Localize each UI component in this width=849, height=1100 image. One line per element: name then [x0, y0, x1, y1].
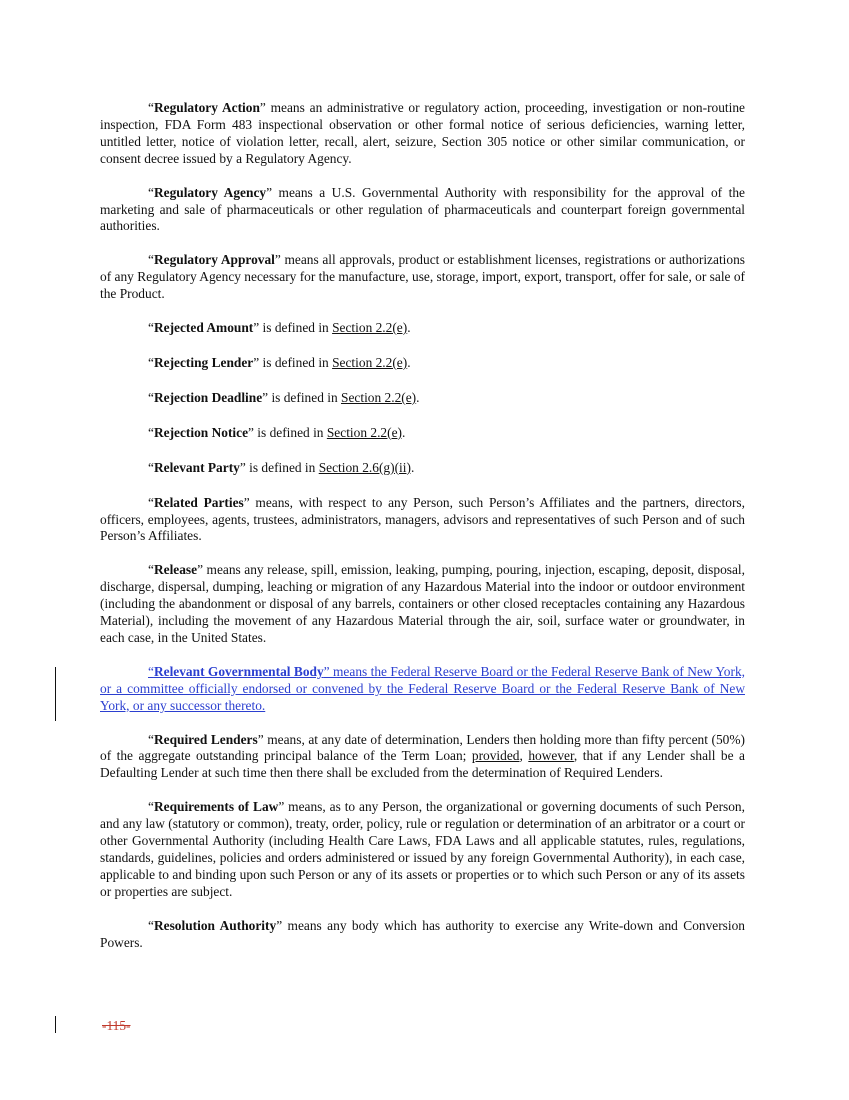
definition-text: ” means, with respect to any Person, such Person’s Affiliates and the partners, directors, officers, employees, agents, trustees, administrators, managers, advisors and representatives of such Person and of such Person’s Affiliates. [100, 494, 745, 544]
definition-regulatory-action: “Regulatory Action” means an administrative or regulatory action, proceeding, investigation or non-routine inspection, FDA Form 483 inspectional observation or other formal notice of serious deficiencies, warning letter, untitled letter, notice of violation letter, recall, alert, seizure, Section 305 notice or other similar communication, or consent decree issued by a Regulatory Agency. [100, 100, 745, 166]
definition-text: ” means any body which has authority to exercise any Write-down and Conversion Powers. [100, 917, 746, 950]
defined-term: Regulatory Agency [153, 184, 267, 200]
definition-text: ” means any release, spill, emission, leaking, pumping, pouring, injection, escaping, deposit, disposal, discharge, dispersal, dumping, leaching or migration of any Hazardous Material into the indoor or outdoor environment (including the abandonment or disposal of any barrels, containers or other closed receptacles containing any Hazardous Material), including the movement of any Hazardous Material through the air, soil, surface water or groundwater, in each case, in the United States. [100, 562, 745, 645]
definition-rejecting-lender: “Rejecting Lender” is defined in Section 2.2(e). [148, 354, 411, 370]
definition-rejection-deadline: “Rejection Deadline” is defined in Section 2.2(e). [148, 389, 420, 405]
proviso-separator: , [519, 748, 529, 764]
definition-resolution-authority: “Resolution Authority” means any body which has authority to exercise any Write-down and Conversion Powers. [100, 917, 746, 950]
section-reference: Section 2.2(e) [326, 424, 402, 440]
definition-end: . [416, 389, 420, 405]
definition-end: . [410, 459, 415, 475]
definition-relevant-party: “Relevant Party” is defined in Section 2.6(g)(ii). [148, 459, 415, 475]
defined-term: Release [153, 562, 198, 578]
definition-related-parties: “Related Parties” means, with respect to any Person, such Person’s Affiliates and the partners, directors, officers, employees, agents, trustees, administrators, managers, advisors and representatives of such Person and of such Person’s Affiliates. [100, 494, 745, 544]
defined-term: Rejecting Lender [153, 354, 254, 370]
definition-text: ” means a U.S. Governmental Authority with responsibility for the approval of the marketing and sale of pharmaceuticals or other regulation of pharmaceuticals and counterpart foreign governmental authorities. [100, 184, 745, 234]
definition-text: ” means the Federal Reserve Board or the Federal Reserve Bank of New York, or a committee officially endorsed or convened by the Federal Reserve Board or the Federal Reserve Bank of New York, or any successor thereto. [100, 663, 745, 713]
defined-term: Regulatory Action [153, 100, 260, 115]
page-number: -115- [102, 1018, 131, 1033]
section-reference: Section 2.2(e) [341, 389, 417, 405]
definition-requirements-of-law: “Requirements of Law” means, as to any Person, the organizational or governing documents of such Person, and any law (statutory or common), treaty, order, policy, rule or regulation or determination of an arbitrator or a court or other Governmental Authority (including Health Care Laws, FDA Laws and all applicable statutes, rules, regulations, standards, guidelines, policies and orders administered or issued by any foreign Governmental Authority), in each case, applicable to and binding upon such Person or any of its assets or properties or to which such Person or any of its assets or properties are subject. [100, 799, 745, 899]
definition-relevant-governmental-body: “Relevant Governmental Body” means the Federal Reserve Board or the Federal Reserve Bank of New York, or a committee officially endorsed or convened by the Federal Reserve Board or the Federal Reserve Bank of New York, or any successor thereto. [100, 663, 745, 713]
defined-term: Relevant Party [153, 459, 240, 475]
definition-text: ” means all approvals, product or establishment licenses, registrations or authorizations of any Regulatory Agency necessary for the manufacture, use, storage, import, export, transport, offer for sale, or sale of the Product. [100, 252, 745, 302]
definition-end: . [407, 320, 411, 336]
definition-text: ” is defined in [248, 424, 327, 440]
definition-regulatory-agency: “Regulatory Agency” means a U.S. Governmental Authority with responsibility for the approval of the marketing and sale of pharmaceuticals or other regulation of pharmaceuticals and counterpart foreign governmental authorities. [100, 184, 745, 234]
proviso-provided: provided [471, 748, 520, 764]
proviso-however: however [528, 748, 574, 764]
definition-required-lenders: “Required Lenders” means, at any date of determination, Lenders then holding more than fifty percent (50%) of the aggregate outstanding principal balance of the Term Loan; provided, however, that if any Lender shall be a Defaulting Lender at such time then there shall be excluded from the determination of Required Lenders. [100, 731, 745, 781]
defined-term: Resolution Authority [153, 917, 277, 933]
document-body [100, 100, 745, 969]
defined-term: Required Lenders [153, 731, 258, 747]
definition-text: ” means, at any date of determination, Lenders then holding more than fifty percent (50%) of the aggregate outstanding principal balance of the Term Loan; [100, 731, 745, 764]
defined-term: Related Parties [153, 494, 244, 510]
defined-term: Regulatory Approval [153, 252, 275, 268]
definition-end: . [407, 354, 411, 370]
change-bar-page-number [55, 1016, 56, 1033]
section-reference: Section 2.6(g)(ii) [318, 459, 411, 475]
definition-rejection-notice: “Rejection Notice” is defined in Section 2.2(e). [148, 424, 406, 440]
definition-text: ” is defined in [262, 389, 342, 405]
defined-term: Rejected Amount [153, 320, 254, 336]
definition-text: ” means an administrative or regulatory action, proceeding, investigation or non-routine inspection, FDA Form 483 inspectional observation or other formal notice of serious deficiencies, warning letter, untitled letter, notice of violation letter, recall, alert, seizure, Section 305 notice or other similar communication, or consent decree issued by a Regulatory Agency. [100, 100, 745, 166]
definition-text: ” is defined in [239, 459, 319, 475]
defined-term: Rejection Notice [153, 424, 249, 440]
section-reference: Section 2.2(e) [332, 354, 408, 370]
section-reference: Section 2.2(e) [332, 320, 408, 336]
defined-term: Relevant Governmental Body [153, 663, 324, 679]
definition-text: ” is defined in [253, 354, 333, 370]
definition-end: . [401, 424, 406, 440]
definition-text: ” is defined in [253, 320, 333, 336]
defined-term: Rejection Deadline [153, 389, 263, 405]
definition-end: , that if any Lender shall be a Defaulting Lender at such time then there shall be excluded from the determination of Required Lenders. [100, 748, 745, 781]
definition-rejected-amount: “Rejected Amount” is defined in Section 2.2(e). [148, 320, 411, 336]
change-bar-inserted-paragraph [55, 667, 56, 721]
defined-term: Requirements of Law [153, 799, 279, 815]
definition-release: “Release” means any release, spill, emission, leaking, pumping, pouring, injection, escaping, deposit, disposal, discharge, dispersal, dumping, leaching or migration of any Hazardous Material into the indoor or outdoor environment (including the abandonment or disposal of any barrels, containers or other closed receptacles containing any Hazardous Material), including the movement of any Hazardous Material through the air, soil, surface water or groundwater, in each case, in the United States. [100, 562, 745, 645]
definition-text: ” means, as to any Person, the organizational or governing documents of such Person, and any law (statutory or common), treaty, order, policy, rule or regulation or determination of an arbitrator or a court or other Governmental Authority (including Health Care Laws, FDA Laws and all applicable statutes, rules, regulations, standards, guidelines, policies and orders administered or issued by any foreign Governmental Authority), in each case, applicable to and binding upon such Person or any of its assets or properties or to which such Person or any of its assets or properties are subject. [100, 799, 745, 899]
definition-regulatory-approval: “Regulatory Approval” means all approvals, product or establishment licenses, registrations or authorizations of any Regulatory Agency necessary for the manufacture, use, storage, import, export, transport, offer for sale, or sale of the Product. [100, 252, 745, 302]
